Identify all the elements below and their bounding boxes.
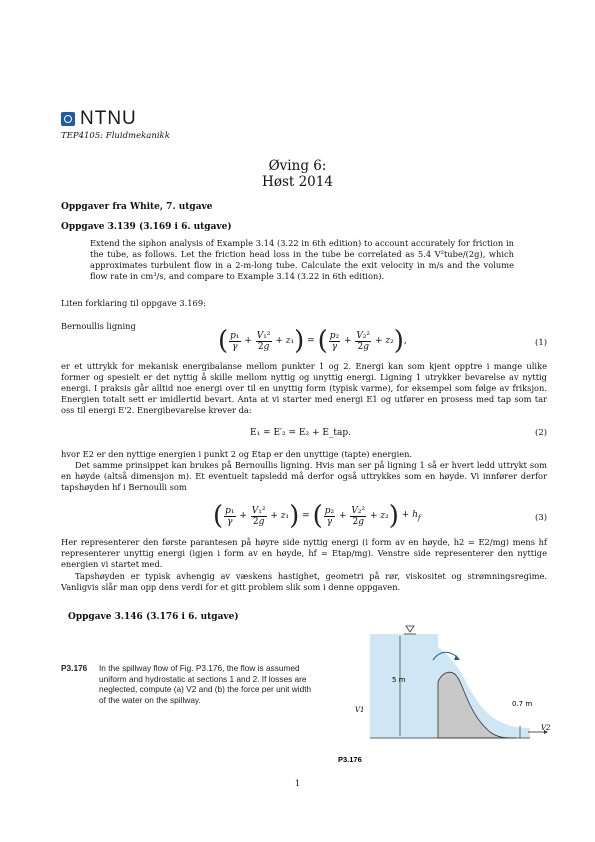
problem-text-line-4: of the water on the spillway.: [99, 694, 201, 705]
dimension-07m: 0.7 m: [512, 700, 533, 708]
title-line2: Høst 2014: [262, 174, 333, 190]
problem-text-line-2: uniform and hydrostatic at sections 1 and 2. If losses are: [99, 673, 307, 684]
bernoulli-label: Bernoullis ligning: [61, 321, 136, 331]
problem-text-line-3: neglected, compute (a) V2 and (b) the force per unit width: [99, 684, 312, 694]
page-number: 1: [294, 779, 301, 789]
problem-heading-2: Oppgave 3.146 (3.176 i 6. utgave): [68, 612, 239, 622]
equation-1-number: (1): [535, 338, 548, 348]
problem-text-line-1: In the spillway flow of Fig. P3.176, the flow is assumed: [99, 663, 300, 673]
section-heading: Oppgaver fra White, 7. utgave: [61, 202, 213, 212]
equation-2: E₁ = E′₂ = E₂ + E_tap.: [250, 428, 352, 438]
problem-label: P3.176: [61, 663, 88, 673]
problem-text-2: [61, 663, 346, 705]
equation-1: ( $\frac{\text{p₁}}{\gamma}$ + $\frac{\text{V₁²}}{2g}$ + z₁ ) = ( $\frac{\text{p₂}}{\gamma}$ + $\frac{\text{V₂²}}{2g}$ + z₂ ) ,: [218, 326, 407, 356]
equation-2-number: (2): [535, 428, 548, 438]
equation-3-number: (3): [535, 513, 548, 523]
problem-heading-1: Oppgave 3.139 (3.169 i 6. utgave): [61, 222, 232, 232]
paragraph-2: hvor E2 er den nyttige energien i punkt 2 og Etap er den unyttige (tapte) energien.: [61, 449, 413, 459]
paragraph-3: Det samme prinsippet kan brukes på Bernoullis ligning. Hvis man ser på ligning 1 så er hvert ledd uttrykt som en høyde (altså dimensjon m). Et eventuelt tapsledd må derfor også uttrykkes som en høyde. Vi innfører derfor tapshøyden hf i Bernoulli som: [61, 460, 547, 492]
v2-label: V2: [541, 724, 551, 732]
paragraph-5: Tapshøyden er typisk avhengig av væskens hastighet, geometri på rør, viskositet og strømningsregime. Vanligvis slår man opp dens verdi for et gitt problem slik som i denne oppgaven.: [61, 571, 547, 592]
problem-text-1: Extend the siphon analysis of Example 3.14 (3.22 in 6th edition) to account accurately for friction in the tube, as follows. Let the friction head loss in the tube be correlated as 5.4 V²tube/(2g), which approximates turbulent flow in a 2-m-long tube. Calculate the exit velocity in m/s and the volume flow rate in cm³/s, and compare to Example 3.14 (3.22 in 6th edition).: [90, 238, 514, 281]
figure-label: P3.176: [338, 755, 362, 764]
free-surface-symbol: [406, 626, 414, 632]
paragraph-1: er et uttrykk for mekanisk energibalanse mellom punkter 1 og 2. Energi kan som kjent opptre i mange ulike former og spesielt er det nyttig å skille mellom nyttig og unyttig energi. Ligning 1 utrykker bevarelse av nyttig energi. I praksis går alltid noe energi over til en unyttig form (typisk varme), for eksempel som følge av friksjon. Energien totalt sett er imidlertid bevart. Anta at vi starter med energi E1 og utfører en prosess med tap som tar oss til energi E'2. Energibevarelse krever da:: [61, 361, 547, 415]
dimension-5m: 5 m: [392, 676, 406, 684]
title-line1: Øving 6:: [268, 158, 327, 174]
equation-3: ( $\frac{\text{p₁}}{\gamma}$ + $\frac{\text{V₁²}}{2g}$ + z₁ ) = ( $\frac{\text{p₂}}{\gamma}$ + $\frac{\text{V₂²}}{2g}$ + z₂ ) + $h_f$: [213, 501, 421, 531]
ntnu-logo-icon: [61, 112, 75, 126]
v1-label: V1: [355, 706, 365, 714]
ntnu-logo: [61, 108, 137, 130]
course-code: TEP4105: Fluidmekanikk: [61, 131, 170, 141]
explanation-intro: Liten forklaring til oppgave 3.169:: [61, 298, 206, 308]
water-reservoir: [370, 634, 438, 738]
logo-text: NTNU: [80, 108, 137, 129]
paragraph-4: Her representerer den første parantesen på høyre side nyttig energi (i form av en høyde, h2 = E2/mg) mens hf representerer unyttig energi (igjen i form av en høyde, hf = Etap/mg). Venstre side representerer den nyttige energien vi startet med.: [61, 537, 547, 569]
spillway-figure: [330, 620, 560, 770]
